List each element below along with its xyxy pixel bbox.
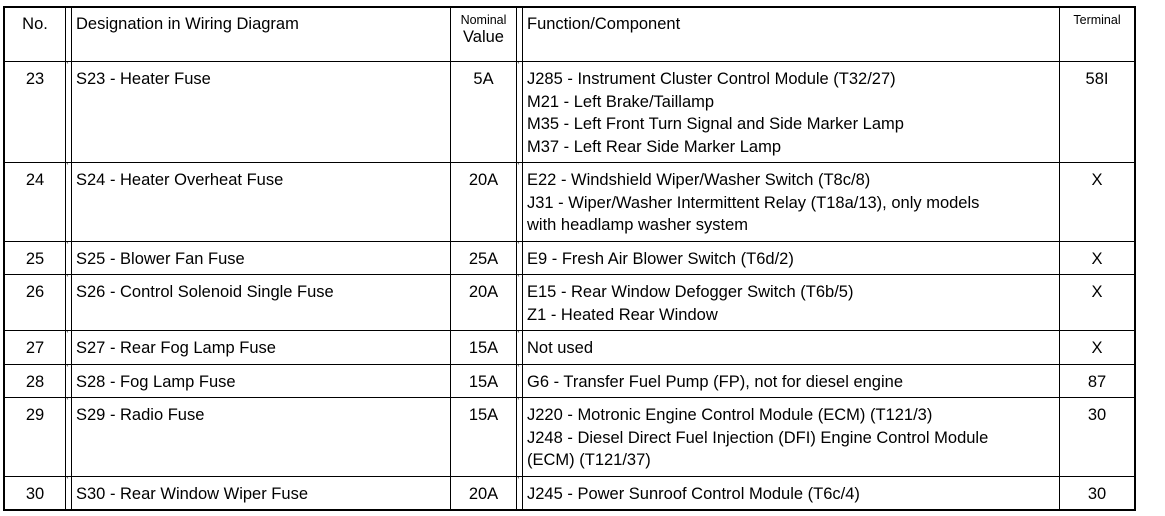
terminal: X (1060, 275, 1136, 331)
fuse-table (3, 6, 1136, 511)
fuse-designation: S26 - Control Solenoid Single Fuse (72, 275, 451, 331)
fuse-number: 25 (4, 241, 66, 275)
fuse-designation: S23 - Heater Fuse (72, 62, 451, 163)
tick-mark: ˋ (66, 240, 69, 251)
tick-mark: ˋ (66, 363, 69, 374)
function-line: M21 - Left Brake/Taillamp (527, 92, 715, 111)
tick-mark: ˋ (66, 61, 69, 71)
terminal: 30 (1060, 476, 1136, 510)
function-line: Z1 - Heated Rear Window (527, 305, 718, 324)
terminal: X (1060, 163, 1136, 242)
nominal-value: 20A (451, 163, 517, 242)
function-component (523, 163, 1060, 242)
terminal: X (1060, 241, 1136, 275)
fuse-number: 23 (4, 62, 66, 163)
header-row (4, 7, 1135, 62)
tick-mark: ˋ (517, 475, 520, 486)
header-terminal (1060, 7, 1136, 62)
tick-mark: ˋ (517, 274, 520, 284)
fuse-number: 24 (4, 163, 66, 242)
nominal-value: 20A (451, 275, 517, 331)
terminal: 58I (1060, 62, 1136, 163)
table-row (4, 476, 1135, 510)
tick-mark: ˋ (517, 240, 520, 251)
fuse-designation: S24 - Heater Overheat Fuse (72, 163, 451, 242)
tick-mark: ˋ (66, 274, 69, 284)
header-terminal-label: Terminal (1073, 13, 1121, 27)
fuse-number: 30 (4, 476, 66, 510)
fuse-rows (4, 62, 1135, 511)
tick-mark: ˋ (517, 363, 520, 374)
nominal-value: 15A (451, 364, 517, 398)
nominal-value: 20A (451, 476, 517, 510)
tick-mark: ˋ (66, 397, 69, 407)
fuse-number: 28 (4, 364, 66, 398)
table-row (4, 62, 1135, 163)
header-no: No. (4, 7, 66, 62)
fuse-number: 27 (4, 331, 66, 365)
function-component (523, 398, 1060, 477)
function-component (523, 275, 1060, 331)
table-row (4, 331, 1135, 365)
header-function: Function/Component (523, 7, 1060, 62)
table-row (4, 241, 1135, 275)
function-line: M35 - Left Front Turn Signal and Side Marker Lamp (527, 115, 904, 133)
fuse-designation: S25 - Blower Fan Fuse (72, 241, 451, 275)
function-component (523, 364, 1060, 398)
fuse-designation: S30 - Rear Window Wiper Fuse (72, 476, 451, 510)
terminal: X (1060, 331, 1136, 365)
fuse-designation: S27 - Rear Fog Lamp Fuse (72, 331, 451, 365)
tick-mark: ˋ (66, 162, 69, 172)
function-line: (ECM) (T121/37) (527, 451, 651, 469)
tick-mark: ˋ (66, 475, 69, 486)
nominal-value: 25A (451, 241, 517, 275)
function-line: J248 - Diesel Direct Fuel Injection (DFI) Engine Control Module (527, 428, 989, 447)
header-nominal-top: Nominal (460, 13, 507, 27)
tick-mark: ˋ (517, 162, 520, 172)
table-row (4, 364, 1135, 398)
nominal-value: 15A (451, 398, 517, 477)
tick-mark: ˋ (66, 330, 69, 340)
table-row (4, 398, 1135, 477)
function-line: J245 - Power Sunroof Control Module (T6c/4) (527, 484, 860, 503)
function-line: G6 - Transfer Fuel Pump (FP), not for diesel engine (527, 372, 903, 391)
header-designation: Designation in Wiring Diagram (72, 7, 451, 62)
function-line: M37 - Left Rear Side Marker Lamp (527, 137, 782, 156)
tick-mark: ˋ (517, 397, 520, 407)
function-line: with headlamp washer system (527, 216, 749, 234)
fuse-number: 26 (4, 275, 66, 331)
tick-mark: ˋ (517, 330, 520, 340)
function-line: Not used (527, 339, 594, 357)
fuse-designation: S29 - Radio Fuse (72, 398, 451, 477)
header-nominal-value (451, 7, 517, 62)
tick-mark: ˋ (517, 61, 520, 71)
nominal-value: 5A (451, 62, 517, 163)
function-line: E15 - Rear Window Defogger Switch (T6b/5) (527, 283, 854, 301)
header-nominal-bottom: Value (463, 28, 504, 46)
fuse-designation: S28 - Fog Lamp Fuse (72, 364, 451, 398)
fuse-number: 29 (4, 398, 66, 477)
function-line: J220 - Motronic Engine Control Module (ECM) (T121/3) (527, 406, 933, 424)
terminal: 87 (1060, 364, 1136, 398)
function-component (523, 476, 1060, 510)
function-line: E22 - Windshield Wiper/Washer Switch (T8c/8) (527, 171, 871, 189)
nominal-value: 15A (451, 331, 517, 365)
function-line: J31 - Wiper/Washer Intermittent Relay (T18a/13), only models (527, 193, 980, 212)
table-row (4, 275, 1135, 331)
function-component (523, 331, 1060, 365)
function-line: E9 - Fresh Air Blower Switch (T6d/2) (527, 249, 794, 268)
table-row (4, 163, 1135, 242)
terminal: 30 (1060, 398, 1136, 477)
function-component (523, 62, 1060, 163)
function-component (523, 241, 1060, 275)
function-line: J285 - Instrument Cluster Control Module (T32/27) (527, 70, 896, 88)
